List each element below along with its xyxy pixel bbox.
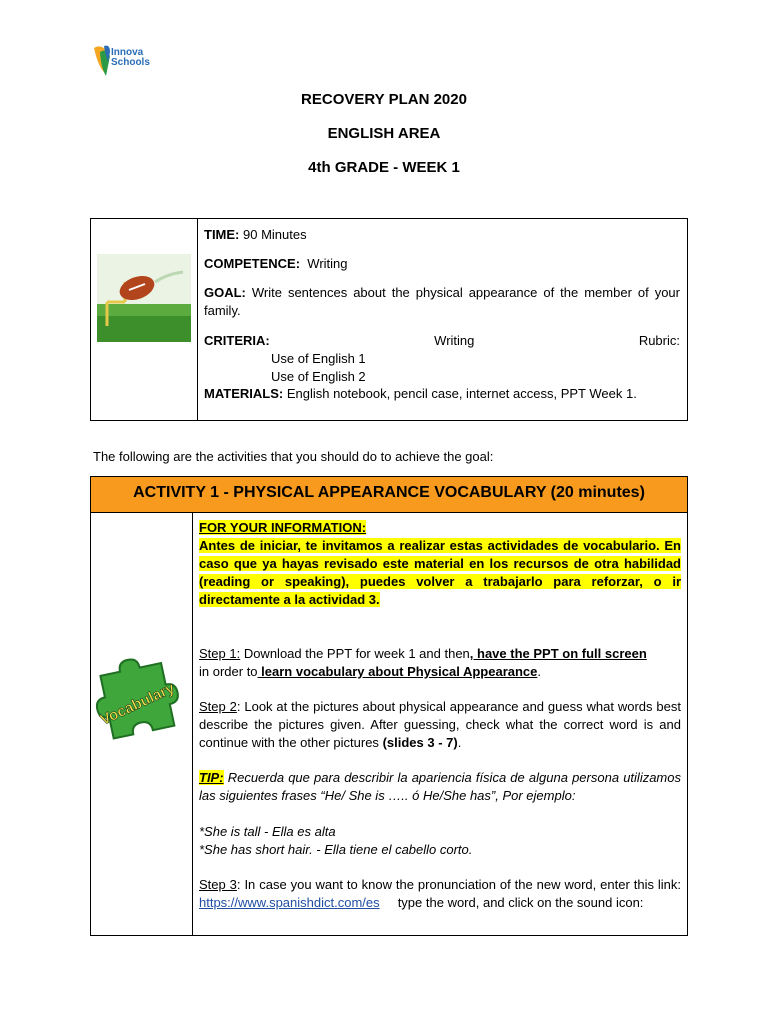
criteria-item-2: Use of English 2 (271, 369, 366, 384)
puzzle-word: Vocabulary (97, 679, 178, 729)
criteria-item-1: Use of English 1 (271, 351, 366, 366)
logo-wordmark: Innova Schools (111, 47, 150, 68)
info-table-divider (197, 218, 198, 421)
title-recovery-plan: RECOVERY PLAN 2020 (301, 91, 467, 108)
time-row: TIME: 90 Minutes (204, 227, 307, 242)
spanishdict-link[interactable]: https://www.spanishdict.com/es (199, 895, 380, 910)
step-2: Step 2: Look at the pictures about physical appearance and guess what words best describe the pictures given. After guessing, check what the correct word is and continue with the other pictures (slides 3 - 7). (199, 699, 681, 750)
example-1: *She is tall - Ella es alta (199, 824, 336, 839)
competence-row: COMPETENCE: Writing (204, 256, 348, 271)
activity-header-divider (90, 512, 688, 513)
fyi-block: FOR YOUR INFORMATION: Antes de iniciar, te invitamos a realizar estas actividades de vocabulario. En caso que ya hayas revisado este material en los recursos de otra habilidad (reading or speaking), puedes volver a trabajarlo para reforzar, o ir directamente a la actividad 3. (199, 520, 681, 607)
example-2: *She has short hair. - Ella tiene el cabello corto. (199, 842, 473, 857)
materials-row: MATERIALS: English notebook, pencil case, internet access, PPT Week 1. (204, 386, 637, 401)
football-goal-image (97, 254, 191, 342)
goal-row: GOAL: Write sentences about the physical appearance of the member of your family. (204, 285, 680, 318)
intro-text: The following are the activities that you should do to achieve the goal: (93, 449, 494, 464)
title-grade-week: 4th GRADE - WEEK 1 (308, 159, 460, 176)
step-1: Step 1: Download the PPT for week 1 and then, have the PPT on full screen in order to learn vocabulary about Physical Appearance. (199, 646, 647, 679)
tip-block: TIP: Recuerda que para describir la apariencia física de alguna persona utilizamos las siguientes frases “He/ She is ….. ó He/She has”, Por ejemplo: (199, 770, 681, 803)
activity-title: ACTIVITY 1 - PHYSICAL APPEARANCE VOCABULARY (20 minutes) (133, 484, 645, 501)
activity-column-divider (192, 512, 193, 936)
vocabulary-puzzle-image (92, 655, 180, 743)
criteria-row: CRITERIA: Writing Rubric: (204, 333, 680, 348)
step-3: Step 3: In case you want to know the pronunciation of the new word, enter this link: https://www.spanishdict.com/es type the word, and click on the sound icon: (199, 877, 681, 910)
title-english-area: ENGLISH AREA (327, 125, 441, 142)
